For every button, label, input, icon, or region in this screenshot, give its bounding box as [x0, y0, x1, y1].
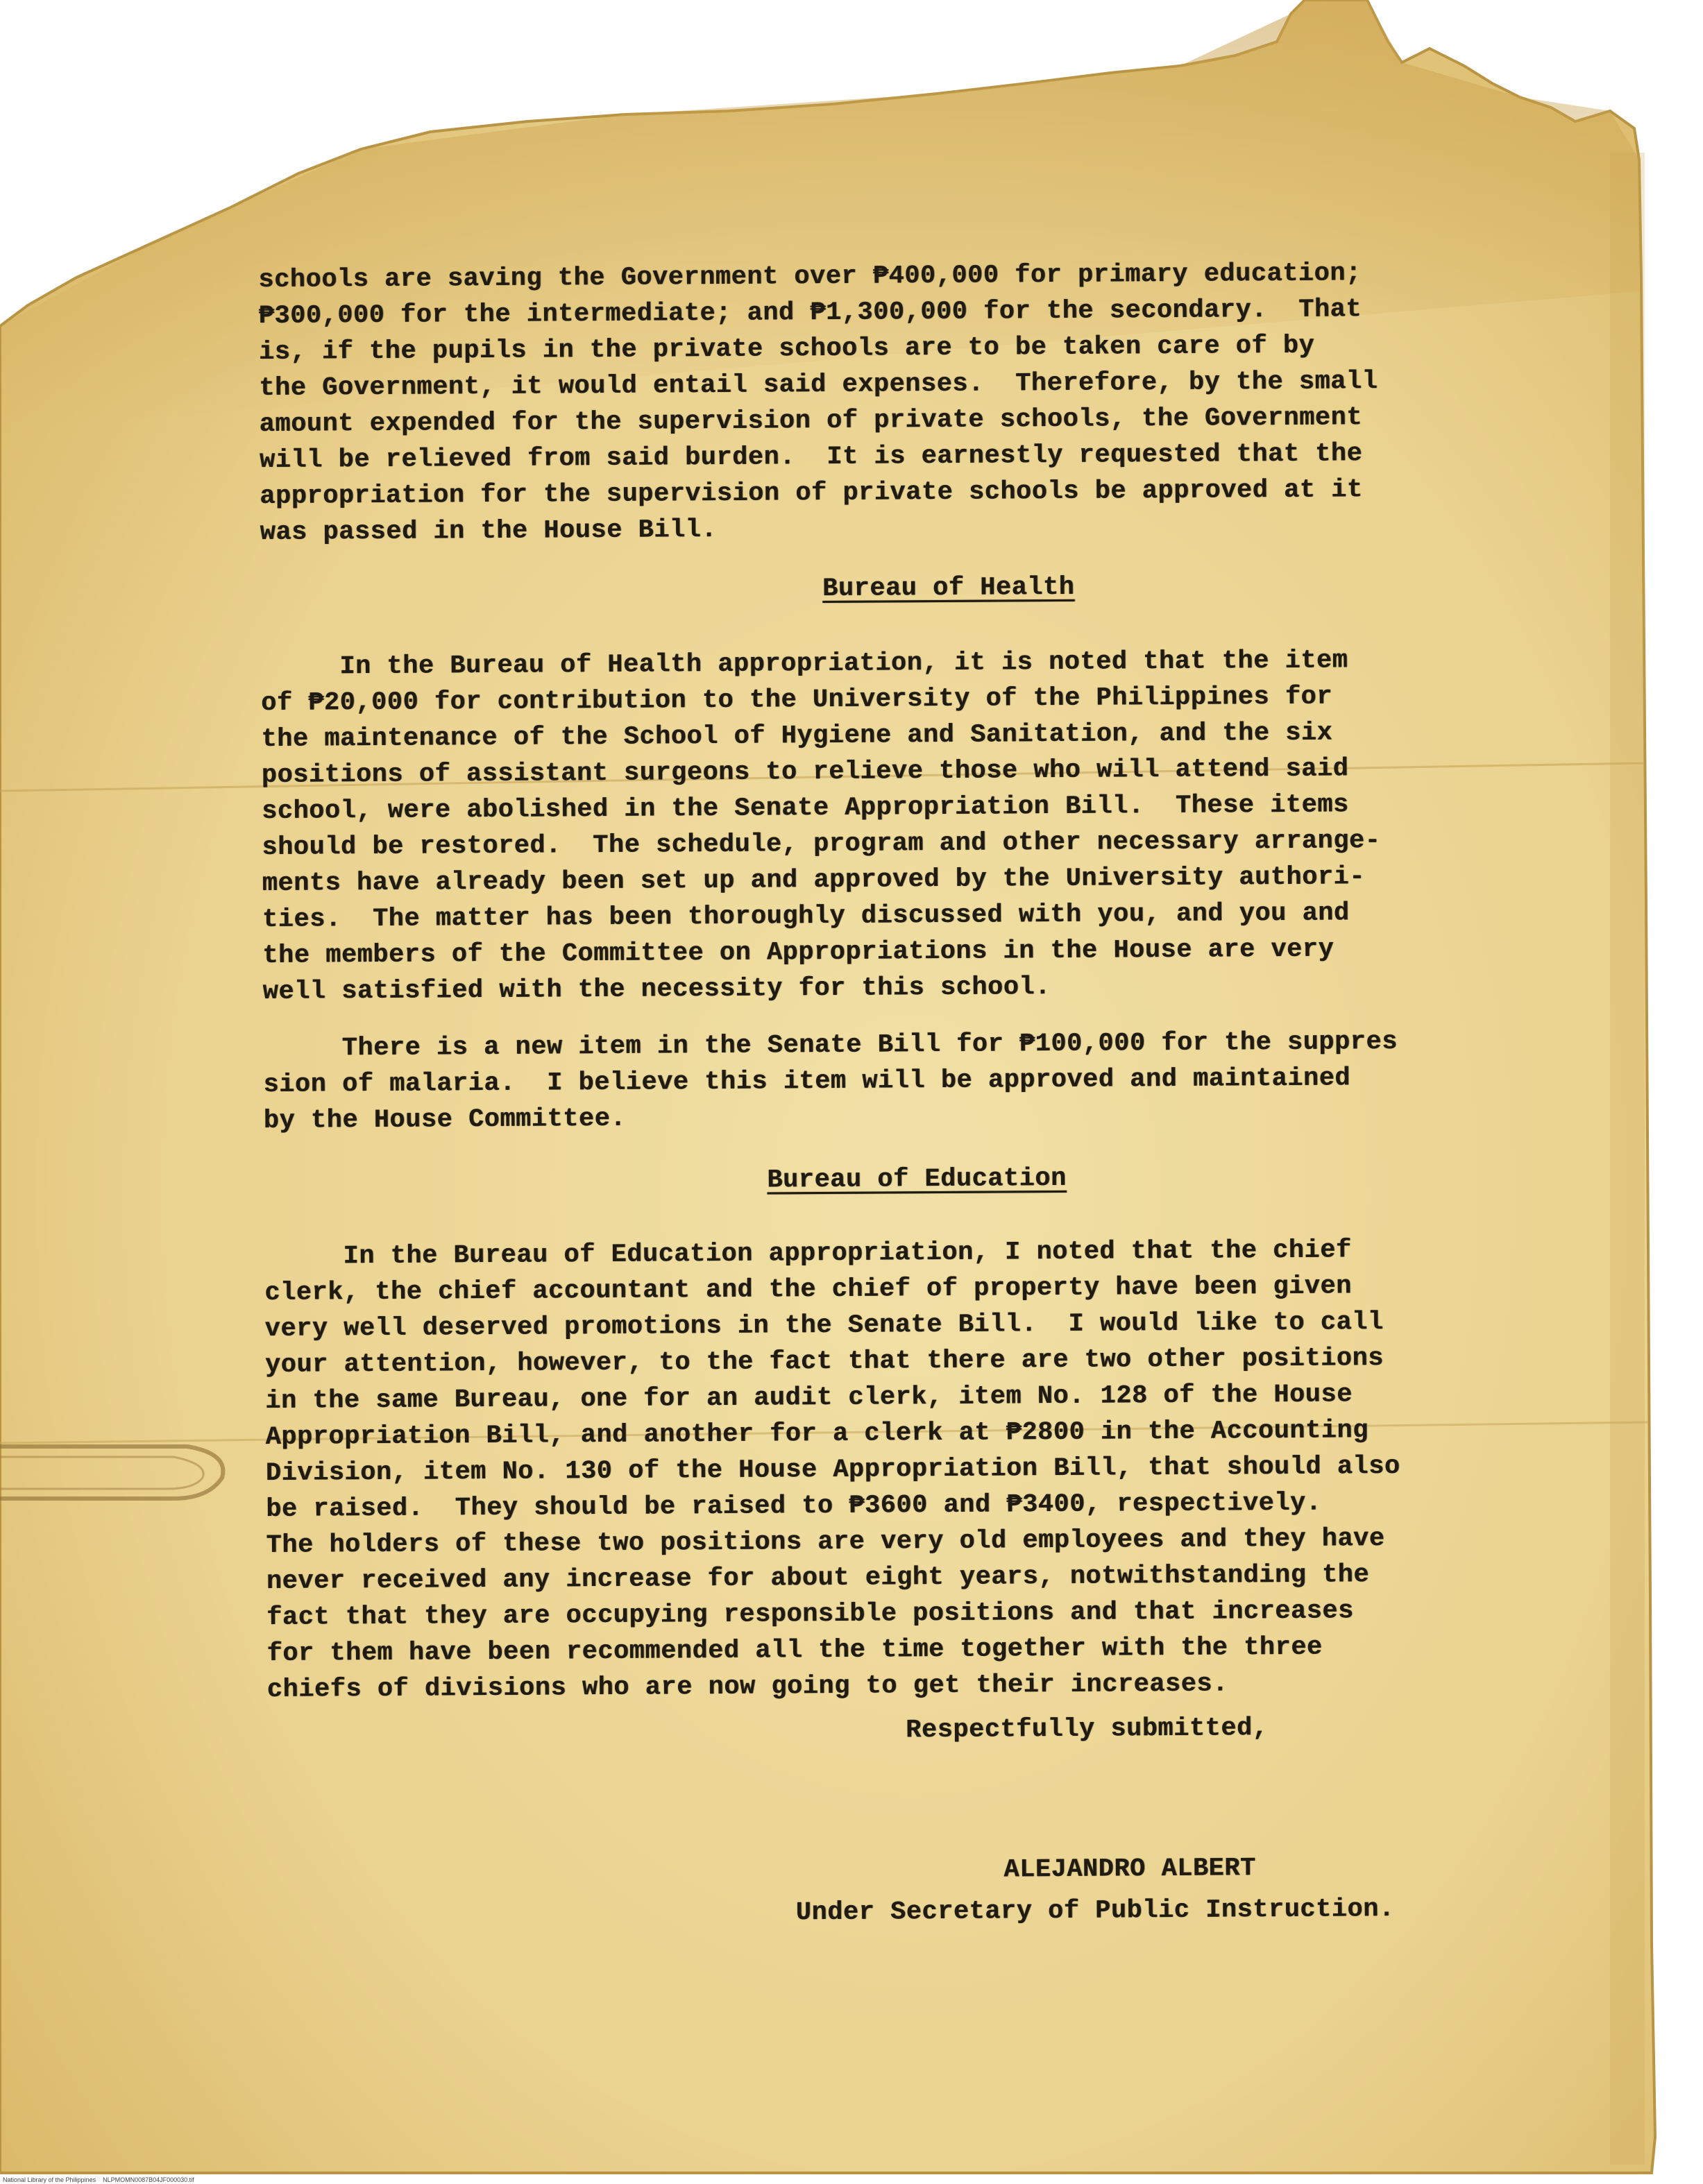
text-line: ments have already been set up and approved by the University authori- [262, 862, 1366, 898]
text-line: the maintenance of the School of Hygiene and Sanitation, and the six [261, 718, 1333, 754]
archive-footer [0, 2174, 1703, 2184]
health-paragraph-2 [263, 1023, 1554, 1139]
text-line: school, were abolished in the Senate Appropriation Bill. These items [262, 790, 1349, 826]
text-line: by the House Committee. [263, 1104, 627, 1136]
text-line: the Government, it would entail said expenses. Therefore, by the small [259, 367, 1378, 403]
text-line: for them have been recommended all the time together with the three [266, 1632, 1323, 1669]
text-line: well satisfied with the necessity for this school. [262, 973, 1051, 1007]
text-line: fact that they are occupying responsible positions and that increases [266, 1596, 1354, 1632]
text-line: Division, item No. 130 of the House Appropriation Bill, that should also [265, 1451, 1400, 1488]
heading-bureau-of-education: Bureau of Education [767, 1163, 1067, 1195]
text-line: be raised. They should be raised to ₱3600 and ₱3400, respectively. [266, 1488, 1322, 1524]
closing-salutation: Respectfully submitted, [906, 1714, 1269, 1746]
signature-name: ALEJANDRO ALBERT [1003, 1854, 1256, 1885]
intro-paragraph [258, 255, 1551, 551]
text-line: clerk, the chief accountant and the chief of property have been given [264, 1272, 1353, 1308]
text-line: Appropriation Bill, and another for a clerk at ₱2800 in the Accounting [265, 1416, 1369, 1452]
text-line: schools are saving the Government over ₱400,000 for primary education; [258, 259, 1362, 295]
text-line: chiefs of divisions who are now going to get their increases. [266, 1669, 1228, 1705]
edge-shadow [1610, 153, 1645, 2165]
text-line: is, if the pupils in the private schools are to be taken care of by [258, 331, 1315, 367]
heading-bureau-of-health: Bureau of Health [822, 572, 1075, 604]
text-line: was passed in the House Bill. [260, 515, 718, 547]
text-line: The holders of these two positions are very old employees and they have [266, 1524, 1385, 1560]
text-line: will be relieved from said burden. It is earnestly requested that the [259, 439, 1363, 475]
text-line: ties. The matter has been thoroughly discussed with you, and you and [262, 898, 1350, 935]
text-line: sion of malaria. I believe this item will be approved and maintained [263, 1064, 1351, 1100]
text-line: In the Bureau of Health appropriation, it is noted that the item [260, 646, 1348, 682]
text-line: your attention, however, to the fact that there are two other positions [264, 1344, 1384, 1380]
text-line: There is a new item in the Senate Bill for ₱100,000 for the suppres [263, 1027, 1398, 1064]
education-paragraph [264, 1231, 1558, 1708]
health-paragraph-1 [261, 642, 1554, 1010]
text-line: never received any increase for about eight years, notwithstanding the [266, 1560, 1370, 1596]
text-line: in the same Bureau, one for an audit clerk, item No. 128 of the House [265, 1380, 1353, 1416]
text-line: of ₱20,000 for contribution to the University of the Philippines for [261, 682, 1333, 718]
signature-title: Under Secretary of Public Instruction. [795, 1895, 1395, 1928]
archive-stamp: National Library of the Philippines NLPMOMN0087B04JF000030.tif [3, 2176, 194, 2183]
text-line: amount expended for the supervision of private schools, the Government [259, 403, 1363, 439]
text-line: appropriation for the supervision of private schools be approved at it [260, 475, 1363, 511]
text-line: In the Bureau of Education appropriation, I noted that the chief [264, 1236, 1352, 1272]
text-line: should be restored. The schedule, program and other necessary arrange- [262, 826, 1381, 862]
text-line: very well deserved promotions in the Senate Bill. I would like to call [264, 1308, 1384, 1344]
text-line: positions of assistant surgeons to relieve those who will attend said [261, 754, 1349, 790]
text-line: ₱300,000 for the intermediate; and ₱1,300,000 for the secondary. That [258, 295, 1362, 331]
text-line: the members of the Committee on Appropriations in the House are very [262, 935, 1335, 971]
